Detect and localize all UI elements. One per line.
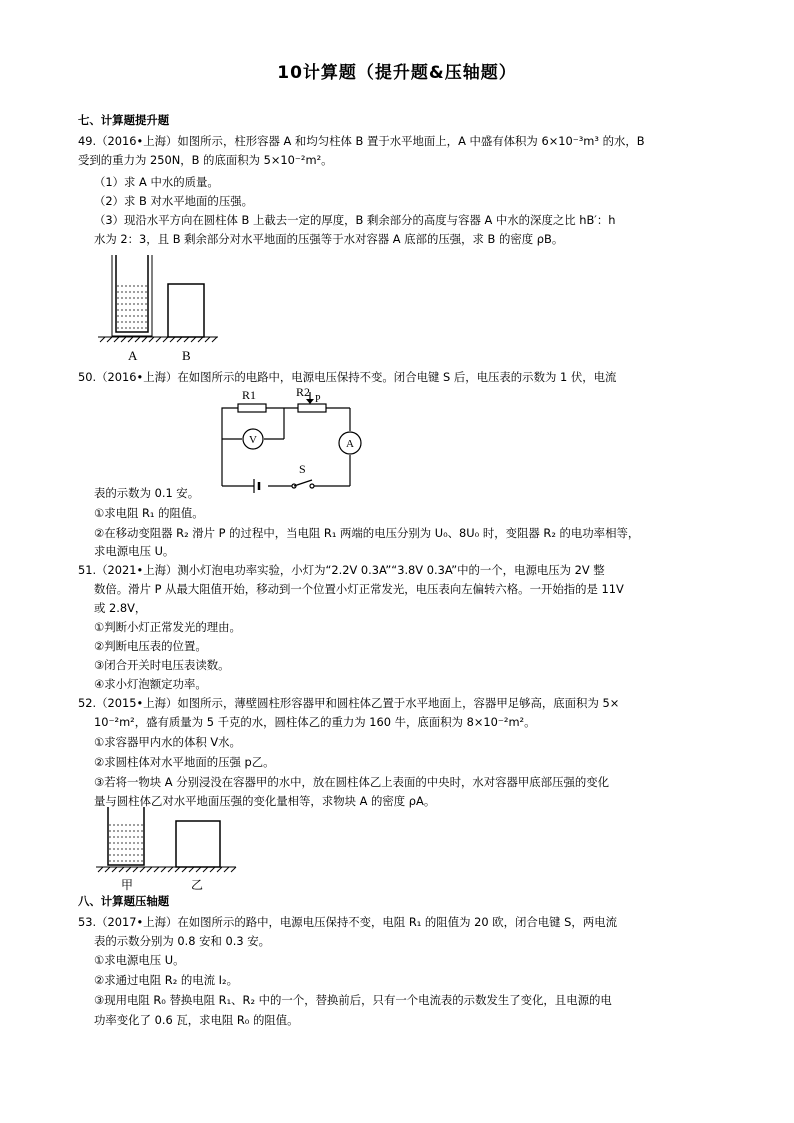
label-r2: R2 [296, 385, 311, 399]
resistor-r1 [238, 404, 266, 412]
q53-part-3b: 功率变化了 0.6 瓦，求电阻 R₀ 的阻值。 [94, 1013, 299, 1027]
q52-part-3b: 量与圆柱体乙对水平地面压强的变化量相等，求物块 A 的密度 ρA。 [94, 794, 436, 808]
q52-part-2: ②求圆柱体对水平地面的压强 p乙。 [94, 755, 275, 769]
q52-figure [94, 805, 244, 893]
q49-part-1: （1）求 A 中水的质量。 [94, 175, 219, 189]
q51-part-2: ②判断电压表的位置。 [94, 639, 207, 653]
q51-line-1: 51.（2021•上海）测小灯泡电功率实验，小灯为“2.2V 0.3A”“3.8V 0.3A”中的一个，电源电压为 2V 整 [78, 563, 605, 577]
q53-line-2: 表的示数分别为 0.8 安和 0.3 安。 [94, 934, 271, 948]
q50-part-2b: 求电源电压 U。 [94, 544, 175, 558]
q49-line-2: 受到的重力为 250N，B 的底面积为 5×10⁻²m²。 [78, 153, 333, 167]
water-in-a [117, 286, 147, 328]
q51-part-3: ③闭合开关时电压表读数。 [94, 658, 230, 672]
q52-line-2: 10⁻²m²，盛有质量为 5 千克的水，圆柱体乙的重力为 160 牛，底面积为 8×10⁻²m²。 [94, 715, 536, 729]
q49-line-1: 49.（2016•上海）如图所示，柱形容器 A 和均匀柱体 B 置于水平地面上，A 中盛有体积为 6×10⁻³m³ 的水，B [78, 134, 645, 148]
q49-figure [96, 252, 226, 367]
q50-circuit-figure [214, 382, 364, 494]
q52-part-1: ①求容器甲内水的体积 V水。 [94, 735, 241, 749]
q53-part-1: ①求电源电压 U。 [94, 953, 185, 967]
q51-part-4: ④求小灯泡额定功率。 [94, 677, 207, 691]
q50-line-1: 50.（2016•上海）在如图所示的电路中，电源电压保持不变。闭合电键 S 后，电压表的示数为 1 伏，电流 [78, 370, 617, 384]
q50-part-1: ①求电阻 R₁ 的阻值。 [94, 506, 204, 520]
label-a: A [346, 438, 354, 450]
cylinder-yi [176, 821, 220, 867]
q49-part-2: （2）求 B 对水平地面的压强。 [94, 194, 253, 208]
q53-part-3a: ③现用电阻 R₀ 替换电阻 R₁、R₂ 中的一个，替换前后，只有一个电流表的示数发生了变化，且电源的电 [94, 993, 612, 1007]
label-a: A [128, 348, 138, 363]
label-b: B [182, 348, 191, 363]
page-title: 10计算题（提升题&压轴题） [277, 63, 517, 83]
battery [254, 479, 259, 493]
section-heading-8: 八、计算题压轴题 [78, 894, 170, 908]
q53-part-2: ②求通过电阻 R₂ 的电流 I₂。 [94, 973, 238, 987]
container-a [112, 255, 152, 336]
q49-part-3a: （3）现沿水平方向在圆柱体 B 上截去一定的厚度，B 剩余部分的高度与容器 A 中水的深度之比 hB′：h [94, 213, 616, 227]
q51-line-2: 数倍。滑片 P 从最大阻值开始，移动到一个位置小灯正常发光，电压表向左偏转六格。一开始指的是 11V [94, 582, 624, 596]
switch-s [292, 480, 314, 488]
section-heading-7: 七、计算题提升题 [78, 113, 170, 127]
q49-part-3b: 水为 2：3，且 B 剩余部分对水平地面的压强等于水对容器 A 底部的压强，求 B 的密度 ρB。 [94, 232, 564, 246]
label-p: P [315, 394, 321, 405]
cylinder-b [168, 284, 204, 337]
label-jia: 甲 [121, 878, 134, 892]
label-v: V [249, 434, 257, 446]
q50-line-2: 表的示数为 0.1 安。 [94, 486, 200, 500]
q51-line-3: 或 2.8V， [94, 601, 147, 615]
label-yi: 乙 [191, 878, 204, 892]
label-s: S [299, 462, 306, 476]
label-r1: R1 [242, 388, 257, 402]
q51-part-1: ①判断小灯正常发光的理由。 [94, 620, 241, 634]
q50-part-2: ②在移动变阻器 R₂ 滑片 P 的过程中，当电阻 R₁ 两端的电压分别为 U₀、8U₀ 时，变阻器 R₂ 的电功率相等， [94, 526, 640, 540]
q52-part-3a: ③若将一物块 A 分别浸没在容器甲的水中，放在圆柱体乙上表面的中央时，水对容器甲底部压强的变化 [94, 775, 610, 789]
water-in-jia [109, 825, 143, 861]
rheostat-r2 [298, 404, 326, 412]
container-jia [108, 807, 144, 865]
q53-line-1: 53.（2017•上海）在如图所示的路中，电源电压保持不变，电阻 R₁ 的阻值为 20 欧，闭合电键 S，两电流 [78, 915, 617, 929]
q52-line-1: 52.（2015•上海）如图所示，薄壁圆柱形容器甲和圆柱体乙置于水平地面上，容器甲足够高，底面积为 5× [78, 696, 620, 710]
